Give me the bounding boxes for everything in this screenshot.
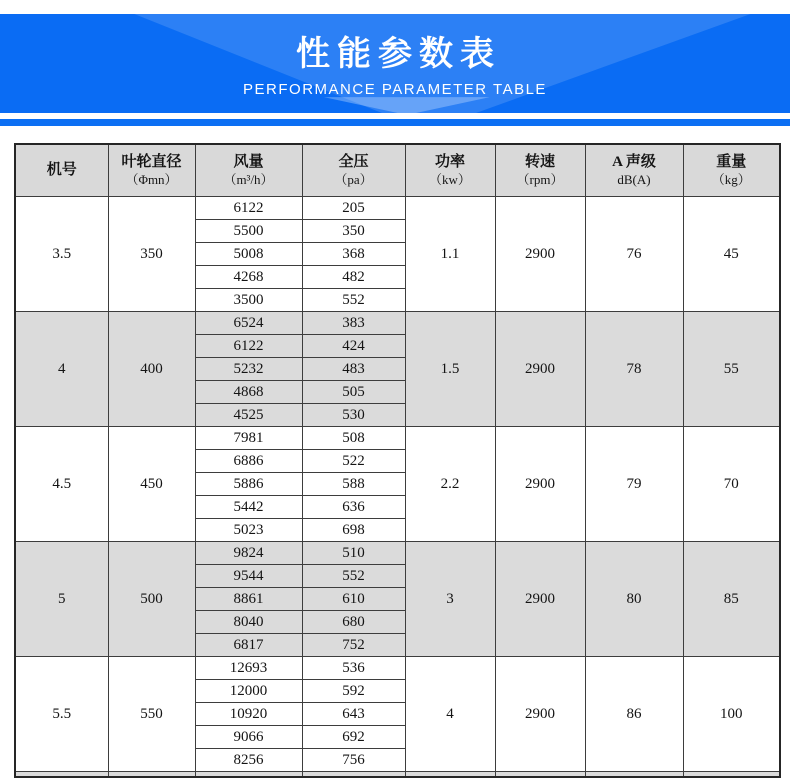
cell-pressure: 508 (302, 427, 405, 450)
cell-pressure: 692 (302, 726, 405, 749)
table-cell (108, 772, 195, 778)
header-pressure (302, 144, 405, 197)
header-diameter (108, 144, 195, 197)
cell-pressure: 636 (302, 496, 405, 519)
cell-speed: 2900 (495, 197, 585, 312)
cell-airflow: 12000 (195, 680, 302, 703)
cell-airflow: 12693 (195, 657, 302, 680)
cell-pressure: 592 (302, 680, 405, 703)
cell-airflow: 8040 (195, 611, 302, 634)
cell-weight: 85 (683, 542, 780, 657)
table-row-partial (15, 772, 780, 778)
cell-power: 3 (405, 542, 495, 657)
cell-power: 2.2 (405, 427, 495, 542)
cell-diameter: 450 (108, 427, 195, 542)
header-airflow (195, 144, 302, 197)
cell-airflow: 9544 (195, 565, 302, 588)
table-cell (302, 772, 405, 778)
cell-speed: 2900 (495, 657, 585, 772)
cell-model: 3.5 (15, 197, 108, 312)
cell-power: 4 (405, 657, 495, 772)
cell-pressure: 530 (302, 404, 405, 427)
cell-noise: 80 (585, 542, 683, 657)
cell-diameter: 500 (108, 542, 195, 657)
header-label: 风量 (233, 154, 264, 170)
table-wrapper (14, 143, 781, 778)
cell-speed: 2900 (495, 542, 585, 657)
header-unit: （Φmn） (125, 172, 178, 187)
header-unit: （pa） (334, 172, 373, 187)
cell-airflow: 3500 (195, 289, 302, 312)
cell-airflow: 7981 (195, 427, 302, 450)
cell-airflow: 6122 (195, 197, 302, 220)
cell-pressure: 350 (302, 220, 405, 243)
page-title: 性能参数表 (296, 35, 501, 73)
header-unit: （rpm） (516, 172, 564, 187)
cell-pressure: 522 (302, 450, 405, 473)
cell-airflow: 9066 (195, 726, 302, 749)
table-cell (195, 772, 302, 778)
header-speed (495, 144, 585, 197)
cell-pressure: 482 (302, 266, 405, 289)
cell-weight: 45 (683, 197, 780, 312)
cell-airflow: 5008 (195, 243, 302, 266)
cell-airflow: 9824 (195, 542, 302, 565)
header-row (15, 144, 780, 197)
cell-pressure: 588 (302, 473, 405, 496)
header-model (15, 144, 108, 197)
header-unit: （m³/h） (223, 172, 274, 187)
cell-airflow: 4868 (195, 381, 302, 404)
header-label: 叶轮直径 (121, 154, 182, 170)
header-label: 机号 (46, 162, 77, 178)
table-row (15, 657, 780, 680)
table-cell (495, 772, 585, 778)
divider-strip (0, 119, 790, 126)
cell-power: 1.5 (405, 312, 495, 427)
cell-pressure: 383 (302, 312, 405, 335)
cell-pressure: 368 (302, 243, 405, 266)
table-cell (683, 772, 780, 778)
header-label: 重量 (716, 154, 747, 170)
cell-pressure: 505 (302, 381, 405, 404)
table-row (15, 542, 780, 565)
cell-airflow: 8861 (195, 588, 302, 611)
cell-airflow: 5886 (195, 473, 302, 496)
cell-pressure: 643 (302, 703, 405, 726)
cell-airflow: 6817 (195, 634, 302, 657)
cell-pressure: 698 (302, 519, 405, 542)
cell-airflow: 8256 (195, 749, 302, 772)
header-label: 转速 (524, 154, 555, 170)
cell-airflow: 10920 (195, 703, 302, 726)
banner (0, 14, 790, 113)
cell-airflow: 5442 (195, 496, 302, 519)
cell-pressure: 756 (302, 749, 405, 772)
table-row (15, 197, 780, 220)
header-weight (683, 144, 780, 197)
cell-airflow: 6886 (195, 450, 302, 473)
cell-pressure: 510 (302, 542, 405, 565)
cell-airflow: 5500 (195, 220, 302, 243)
cell-pressure: 610 (302, 588, 405, 611)
table-cell (15, 772, 108, 778)
cell-airflow: 6524 (195, 312, 302, 335)
cell-weight: 55 (683, 312, 780, 427)
header-unit: （kw） (429, 172, 471, 187)
cell-noise: 79 (585, 427, 683, 542)
page-subtitle: PERFORMANCE PARAMETER TABLE (243, 81, 547, 98)
cell-model: 4.5 (15, 427, 108, 542)
cell-model: 5.5 (15, 657, 108, 772)
cell-pressure: 205 (302, 197, 405, 220)
header-unit: dB(A) (617, 172, 651, 187)
cell-pressure: 536 (302, 657, 405, 680)
cell-airflow: 4268 (195, 266, 302, 289)
cell-pressure: 680 (302, 611, 405, 634)
cell-model: 5 (15, 542, 108, 657)
header-label: 全压 (338, 154, 369, 170)
cell-pressure: 483 (302, 358, 405, 381)
cell-weight: 70 (683, 427, 780, 542)
header-power (405, 144, 495, 197)
header-unit: （kg） (711, 172, 751, 187)
cell-speed: 2900 (495, 312, 585, 427)
cell-diameter: 400 (108, 312, 195, 427)
cell-noise: 78 (585, 312, 683, 427)
header-label: A 声级 (612, 154, 656, 170)
performance-table (14, 143, 781, 778)
cell-pressure: 552 (302, 289, 405, 312)
cell-noise: 86 (585, 657, 683, 772)
table-row (15, 427, 780, 450)
cell-airflow: 4525 (195, 404, 302, 427)
cell-diameter: 350 (108, 197, 195, 312)
header-label: 功率 (434, 154, 465, 170)
cell-airflow: 5232 (195, 358, 302, 381)
cell-pressure: 424 (302, 335, 405, 358)
cell-airflow: 6122 (195, 335, 302, 358)
cell-airflow: 5023 (195, 519, 302, 542)
table-row (15, 312, 780, 335)
cell-power: 1.1 (405, 197, 495, 312)
header-noise (585, 144, 683, 197)
table-cell (405, 772, 495, 778)
table-cell (585, 772, 683, 778)
cell-pressure: 752 (302, 634, 405, 657)
cell-diameter: 550 (108, 657, 195, 772)
cell-model: 4 (15, 312, 108, 427)
cell-weight: 100 (683, 657, 780, 772)
cell-speed: 2900 (495, 427, 585, 542)
cell-noise: 76 (585, 197, 683, 312)
cell-pressure: 552 (302, 565, 405, 588)
